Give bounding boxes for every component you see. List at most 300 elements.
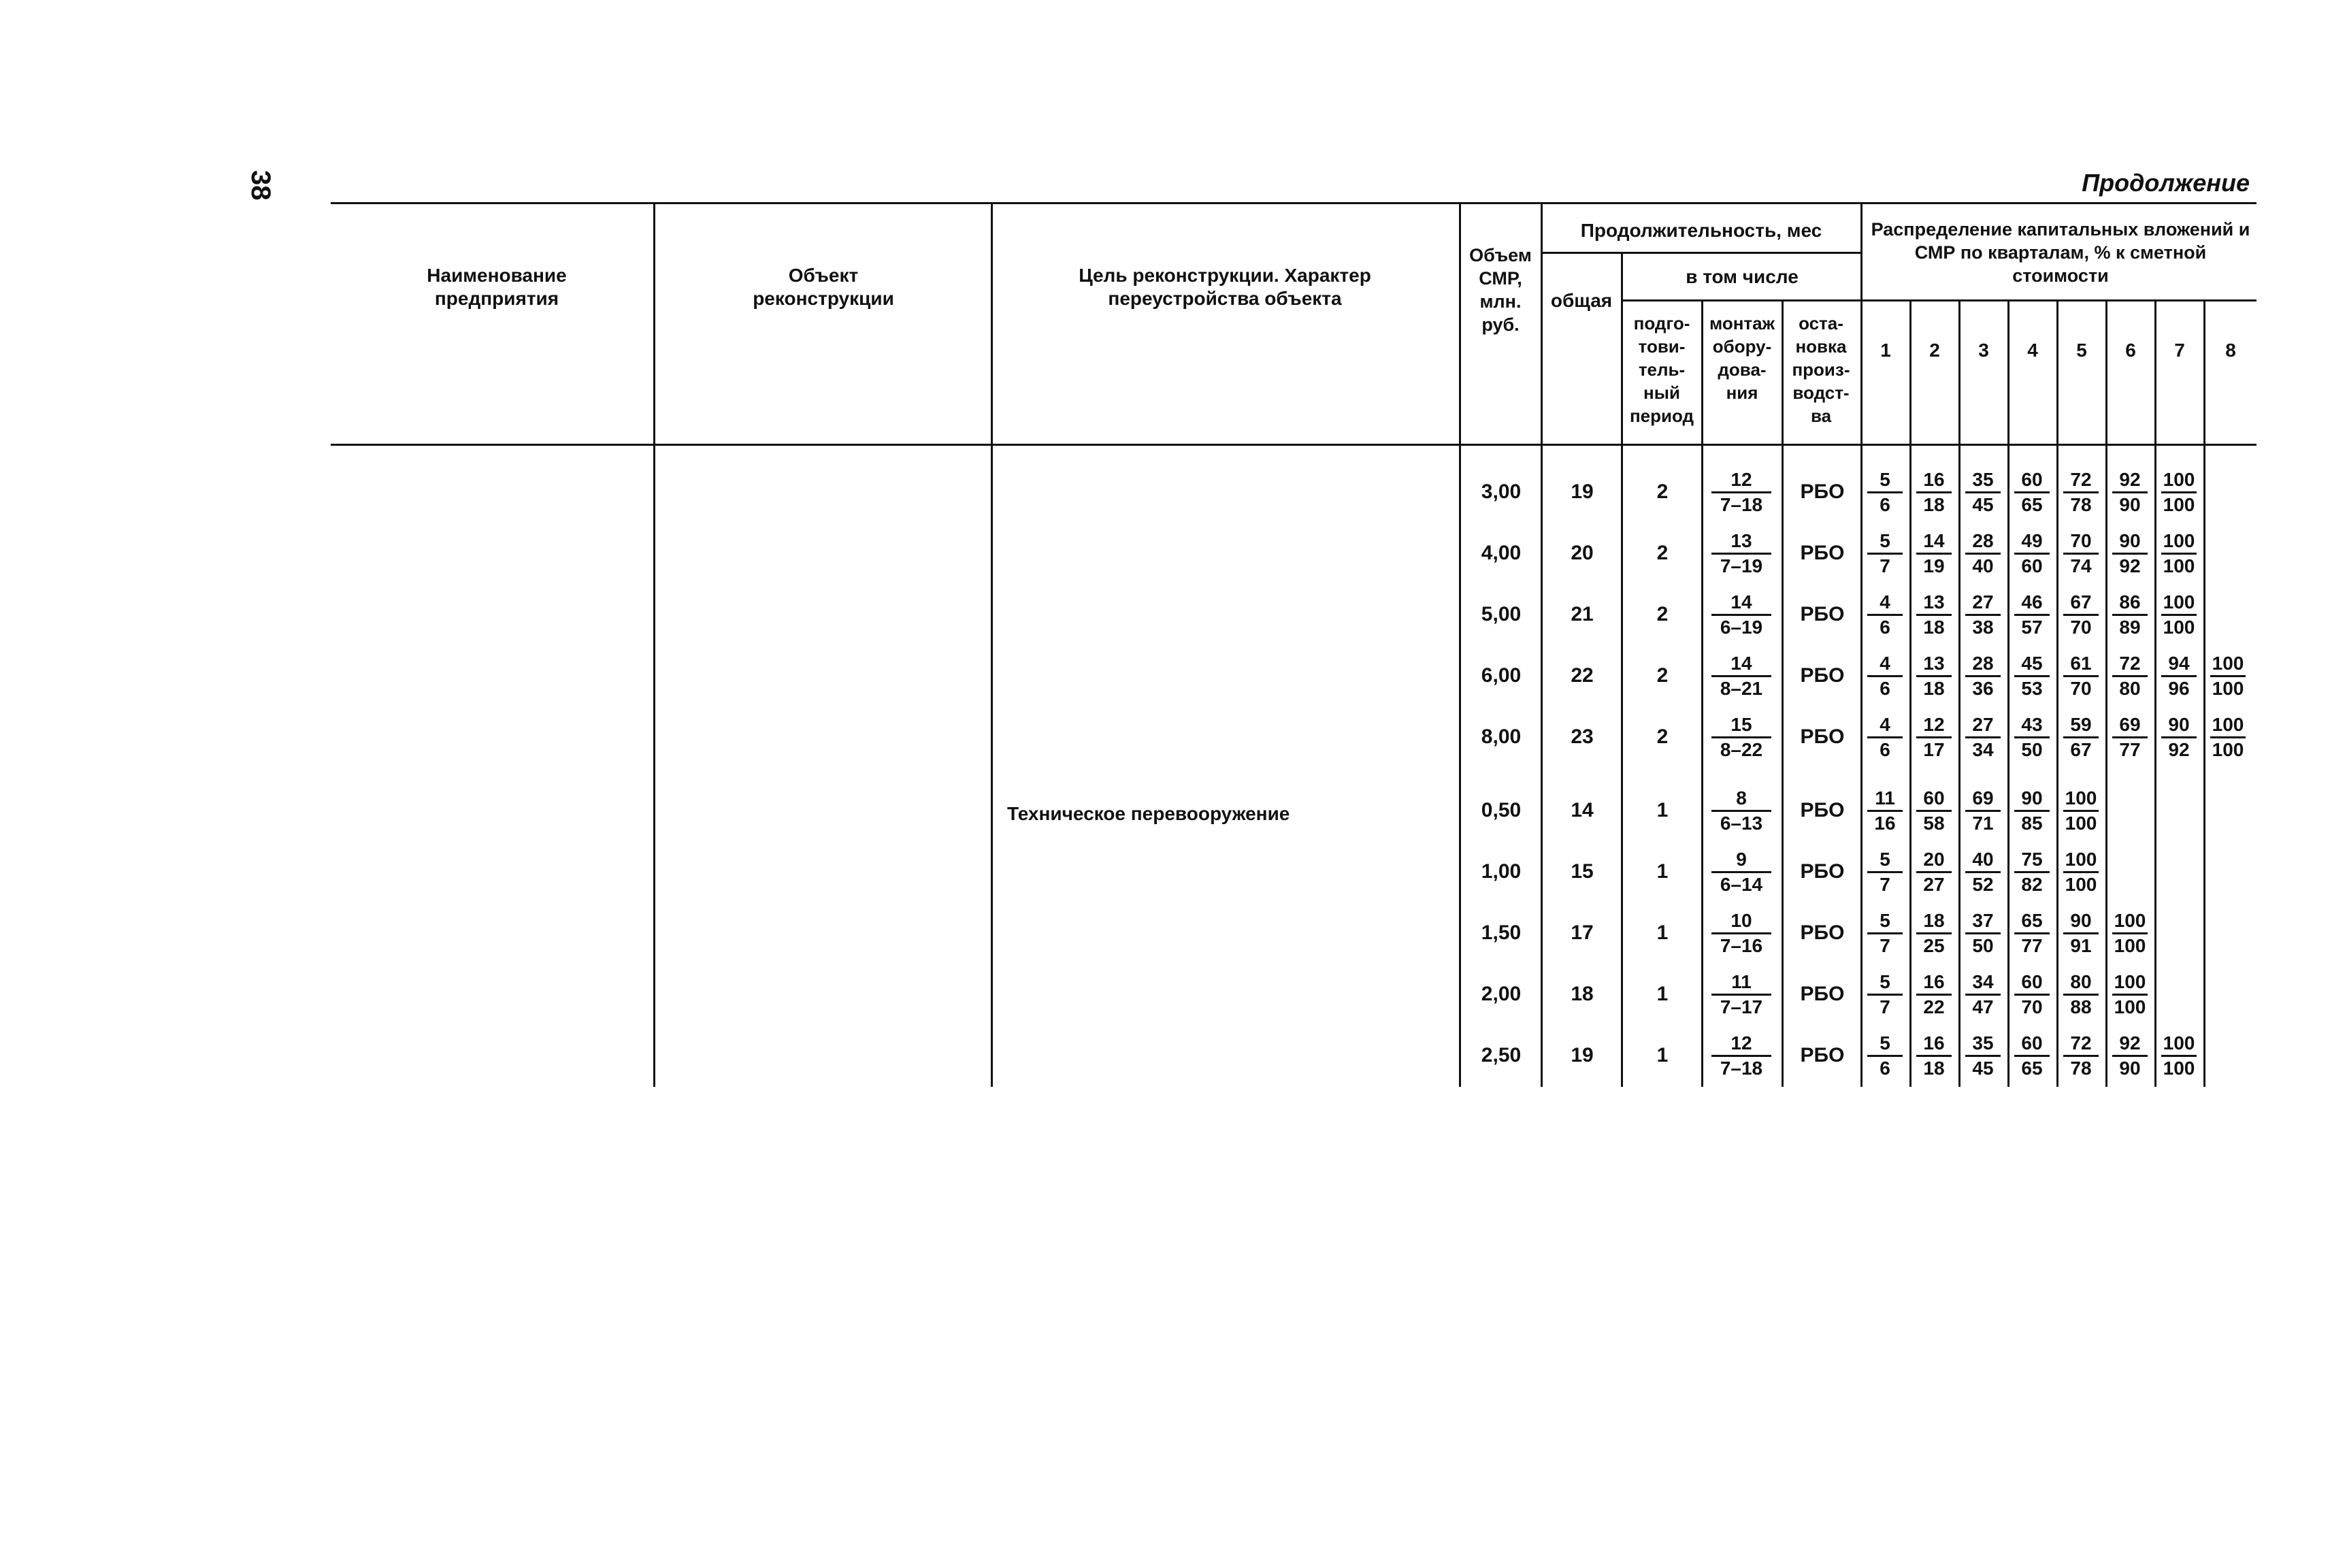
fraction-numerator: 16 <box>1923 971 1945 992</box>
fraction-numerator: 100 <box>2163 1032 2195 1054</box>
quarter-fraction <box>1961 972 2005 1017</box>
fraction-bar <box>1867 675 1903 677</box>
fraction-denominator: 53 <box>2021 678 2043 699</box>
quarter-fraction <box>1863 911 1907 956</box>
mount-fraction <box>1709 470 1774 515</box>
fraction-numerator: 4 <box>1880 591 1890 612</box>
fraction-bar <box>2112 932 2148 934</box>
quarter-fraction <box>1912 715 1956 760</box>
fraction-denominator: 100 <box>2212 739 2244 760</box>
quarter-fraction <box>2010 653 2054 699</box>
fraction-bar <box>1867 994 1903 996</box>
fraction-denominator: 58 <box>1923 813 1945 834</box>
fraction-denominator: 8–22 <box>1720 739 1763 760</box>
production-stop: РБО <box>1800 603 1845 625</box>
fraction-bar <box>2014 614 2050 616</box>
fraction-bar <box>1867 871 1903 873</box>
quarter-fraction <box>2108 470 2152 515</box>
fraction-bar <box>1711 736 1771 738</box>
fraction-numerator: 90 <box>2168 714 2190 735</box>
prep-period: 1 <box>1656 1044 1669 1066</box>
fraction-numerator: 12 <box>1730 469 1752 490</box>
quarter-fraction <box>2010 531 2054 576</box>
quarter-fraction <box>2010 715 2054 760</box>
fraction-denominator: 100 <box>2163 617 2195 638</box>
fraction-bar <box>1965 871 2001 873</box>
fraction-numerator: 92 <box>2119 1032 2141 1054</box>
fraction-denominator: 6 <box>1880 617 1890 638</box>
fraction-numerator: 100 <box>2212 653 2244 674</box>
quarter-fraction <box>2206 715 2250 760</box>
fraction-denominator: 45 <box>1972 494 1994 515</box>
continuation-label: Продолжение <box>2082 169 2250 197</box>
quarter-fraction <box>2108 653 2152 699</box>
fraction-numerator: 37 <box>1972 910 1994 931</box>
quarter-1: 1 <box>1880 340 1891 361</box>
fraction-denominator: 65 <box>2021 1058 2043 1079</box>
header-distribution: Распределение капитальных вложений и СМР по кварталам, % к сметной стоимости <box>1871 219 2250 286</box>
quarter-fraction <box>1912 470 1956 515</box>
fraction-bar <box>1867 736 1903 738</box>
header-object: Объект реконструкции <box>753 265 894 309</box>
fraction-denominator: 7 <box>1880 996 1890 1017</box>
volume-value: 5,00 <box>1481 603 1522 625</box>
fraction-bar <box>1711 1055 1771 1057</box>
quarter-fraction <box>1863 531 1907 576</box>
quarter-fraction <box>2010 470 2054 515</box>
fraction-denominator: 27 <box>1923 874 1945 895</box>
quarter-fraction <box>2010 911 2054 956</box>
fraction-denominator: 80 <box>2119 678 2141 699</box>
fraction-bar <box>1916 1055 1952 1057</box>
quarter-fraction <box>1961 531 2005 576</box>
fraction-bar <box>1867 932 1903 934</box>
fraction-numerator: 65 <box>2021 910 2043 931</box>
col-divider-8 <box>1860 202 1863 1087</box>
quarter-8: 8 <box>2225 340 2236 361</box>
prep-period: 2 <box>1656 603 1669 625</box>
fraction-denominator: 82 <box>2021 874 2043 895</box>
header-duration: Продолжительность, мес <box>1580 220 1822 241</box>
fraction-denominator: 100 <box>2114 996 2146 1017</box>
fraction-numerator: 5 <box>1880 1032 1890 1054</box>
fraction-denominator: 100 <box>2065 813 2097 834</box>
fraction-denominator: 57 <box>2021 617 2043 638</box>
fraction-bar <box>1867 1055 1903 1057</box>
fraction-bar <box>1711 553 1771 555</box>
fraction-numerator: 15 <box>1730 714 1752 735</box>
fraction-denominator: 50 <box>2021 739 2043 760</box>
fraction-numerator: 16 <box>1923 1032 1945 1054</box>
fraction-numerator: 8 <box>1736 787 1747 808</box>
fraction-bar <box>2014 871 2050 873</box>
fraction-bar <box>1916 491 1952 493</box>
production-stop: РБО <box>1800 480 1845 503</box>
fraction-numerator: 59 <box>2070 714 2092 735</box>
fraction-numerator: 100 <box>2163 530 2195 551</box>
fraction-bar <box>2161 1055 2197 1057</box>
fraction-numerator: 18 <box>1923 910 1945 931</box>
quarter-fraction <box>1961 788 2005 834</box>
fraction-bar <box>2014 810 2050 812</box>
header-goal: Цель реконструкции. Характер переустройства объекта <box>1079 265 1371 309</box>
fraction-denominator: 78 <box>2070 494 2092 515</box>
fraction-numerator: 13 <box>1730 530 1752 551</box>
quarter-fraction <box>1961 715 2005 760</box>
fraction-denominator: 92 <box>2168 739 2190 760</box>
fraction-numerator: 61 <box>2070 653 2092 674</box>
prep-period: 1 <box>1656 921 1669 944</box>
fraction-bar <box>1711 994 1771 996</box>
fraction-denominator: 100 <box>2065 874 2097 895</box>
quarter-fraction <box>1863 653 1907 699</box>
fraction-denominator: 7–16 <box>1720 935 1763 956</box>
fraction-numerator: 9 <box>1736 849 1747 870</box>
quarter-fraction <box>2010 1033 2054 1079</box>
fraction-bar <box>1711 932 1771 934</box>
volume-value: 2,00 <box>1481 983 1522 1005</box>
fraction-numerator: 16 <box>1923 469 1945 490</box>
volume-value: 6,00 <box>1481 664 1522 687</box>
section-label: Техническое перевооружение <box>1007 803 1290 824</box>
fraction-numerator: 28 <box>1972 653 1994 674</box>
quarter-fraction <box>2108 531 2152 576</box>
fraction-numerator: 72 <box>2070 1032 2092 1054</box>
fraction-bar <box>1867 810 1903 812</box>
fraction-numerator: 4 <box>1880 714 1890 735</box>
fraction-numerator: 4 <box>1880 653 1890 674</box>
quarter-fraction <box>2059 715 2103 760</box>
fraction-denominator: 92 <box>2119 555 2141 576</box>
fraction-numerator: 92 <box>2119 469 2141 490</box>
fraction-bar <box>1711 810 1771 812</box>
fraction-bar <box>2014 1055 2050 1057</box>
col-divider-4 <box>1541 202 1543 1087</box>
fraction-numerator: 75 <box>2021 849 2043 870</box>
quarter-fraction <box>2059 972 2103 1017</box>
fraction-numerator: 40 <box>1972 849 1994 870</box>
fraction-numerator: 90 <box>2070 910 2092 931</box>
fraction-denominator: 22 <box>1923 996 1945 1017</box>
col-divider-2 <box>991 202 993 1087</box>
quarter-fraction <box>2157 531 2201 576</box>
fraction-bar <box>2063 932 2099 934</box>
mount-fraction <box>1709 972 1774 1017</box>
quarter-4: 4 <box>2027 340 2038 361</box>
quarter-fraction <box>1961 1033 2005 1079</box>
fraction-denominator: 70 <box>2070 678 2092 699</box>
fraction-numerator: 67 <box>2070 591 2092 612</box>
fraction-bar <box>1916 736 1952 738</box>
header-prep: подго-тови-тель-ный период <box>1629 313 1694 426</box>
fraction-denominator: 6 <box>1880 1058 1890 1079</box>
q-divider-3 <box>2007 299 2009 1087</box>
fraction-denominator: 6 <box>1880 739 1890 760</box>
fraction-numerator: 10 <box>1730 910 1752 931</box>
fraction-denominator: 70 <box>2070 617 2092 638</box>
quarter-6: 6 <box>2125 340 2136 361</box>
quarter-fraction <box>1912 531 1956 576</box>
fraction-bar <box>2063 736 2099 738</box>
quarter-fraction <box>2010 972 2054 1017</box>
fraction-bar <box>2063 810 2099 812</box>
fraction-numerator: 72 <box>2070 469 2092 490</box>
fraction-denominator: 47 <box>1972 996 1994 1017</box>
fraction-denominator: 38 <box>1972 617 1994 638</box>
mount-fraction <box>1709 911 1774 956</box>
fraction-bar <box>1711 871 1771 873</box>
fraction-numerator: 35 <box>1972 469 1994 490</box>
fraction-numerator: 43 <box>2021 714 2043 735</box>
fraction-denominator: 17 <box>1923 739 1945 760</box>
fraction-numerator: 100 <box>2163 591 2195 612</box>
production-stop: РБО <box>1800 725 1845 748</box>
quarter-fraction <box>2059 653 2103 699</box>
fraction-denominator: 67 <box>2070 739 2092 760</box>
fraction-bar <box>2112 675 2148 677</box>
fraction-bar <box>1916 871 1952 873</box>
fraction-numerator: 28 <box>1972 530 1994 551</box>
quarter-fraction <box>2108 592 2152 638</box>
fraction-numerator: 100 <box>2065 849 2097 870</box>
mount-fraction <box>1709 788 1774 834</box>
fraction-numerator: 60 <box>2021 1032 2043 1054</box>
col-divider-5 <box>1621 252 1623 1087</box>
fraction-denominator: 7–18 <box>1720 1058 1763 1079</box>
col-divider-1 <box>653 202 655 1087</box>
fraction-bar <box>1916 994 1952 996</box>
mount-fraction <box>1709 531 1774 576</box>
fraction-numerator: 14 <box>1730 591 1752 612</box>
quarter-fraction <box>1912 788 1956 834</box>
fraction-numerator: 100 <box>2163 469 2195 490</box>
header-stop: оста-новка произ-водст-ва <box>1792 313 1850 426</box>
q-divider-4 <box>2056 299 2058 1087</box>
fraction-numerator: 60 <box>2021 469 2043 490</box>
fraction-bar <box>1916 932 1952 934</box>
quarter-fraction <box>2157 470 2201 515</box>
fraction-bar <box>1711 491 1771 493</box>
fraction-denominator: 100 <box>2163 1058 2195 1079</box>
total-duration: 21 <box>1571 603 1594 625</box>
quarter-fraction <box>2059 470 2103 515</box>
fraction-bar <box>2161 491 2197 493</box>
fraction-bar <box>1916 553 1952 555</box>
fraction-bar <box>2210 736 2246 738</box>
fraction-bar <box>2161 614 2197 616</box>
fraction-denominator: 100 <box>2163 494 2195 515</box>
quarter-5: 5 <box>2076 340 2087 361</box>
quarter-fraction <box>1912 911 1956 956</box>
fraction-bar <box>2014 932 2050 934</box>
fraction-denominator: 8–21 <box>1720 678 1763 699</box>
quarter-fraction <box>2010 788 2054 834</box>
fraction-bar <box>1711 675 1771 677</box>
production-stop: РБО <box>1800 799 1845 821</box>
production-stop: РБО <box>1800 542 1845 564</box>
quarter-fraction <box>2108 911 2152 956</box>
fraction-denominator: 6 <box>1880 678 1890 699</box>
fraction-bar <box>2112 1055 2148 1057</box>
q-divider-5 <box>2105 299 2107 1087</box>
production-stop: РБО <box>1800 860 1845 883</box>
table-top-rule <box>331 202 2257 204</box>
quarter-fraction <box>1863 1033 1907 1079</box>
fraction-numerator: 12 <box>1730 1032 1752 1054</box>
fraction-denominator: 6 <box>1880 494 1890 515</box>
fraction-bar <box>1965 1055 2001 1057</box>
fraction-numerator: 46 <box>2021 591 2043 612</box>
fraction-denominator: 7 <box>1880 555 1890 576</box>
fraction-denominator: 18 <box>1923 678 1945 699</box>
fraction-denominator: 88 <box>2070 996 2092 1017</box>
quarter-fraction <box>1863 849 1907 895</box>
fraction-numerator: 14 <box>1923 530 1945 551</box>
fraction-denominator: 100 <box>2212 678 2244 699</box>
q-divider-6 <box>2154 299 2156 1087</box>
fraction-numerator: 69 <box>2119 714 2141 735</box>
fraction-numerator: 100 <box>2065 787 2097 808</box>
quarter-fraction <box>2059 849 2103 895</box>
mount-fraction <box>1709 653 1774 699</box>
volume-value: 1,50 <box>1481 921 1522 944</box>
fraction-numerator: 20 <box>1923 849 1945 870</box>
total-duration: 19 <box>1571 1044 1594 1066</box>
quarter-fraction <box>1912 653 1956 699</box>
quarter-fraction <box>2157 715 2201 760</box>
fraction-denominator: 18 <box>1923 494 1945 515</box>
fraction-bar <box>2112 491 2148 493</box>
fraction-bar <box>1867 614 1903 616</box>
fraction-numerator: 100 <box>2212 714 2244 735</box>
quarter-fraction <box>1961 849 2005 895</box>
quarter-fraction <box>2059 788 2103 834</box>
total-duration: 17 <box>1571 921 1594 944</box>
volume-value: 1,00 <box>1481 860 1522 883</box>
quarter-fraction <box>2059 911 2103 956</box>
fraction-denominator: 77 <box>2021 935 2043 956</box>
fraction-numerator: 100 <box>2114 910 2146 931</box>
quarter-fraction <box>2059 1033 2103 1079</box>
fraction-denominator: 25 <box>1923 935 1945 956</box>
quarter-fraction <box>1863 972 1907 1017</box>
fraction-denominator: 78 <box>2070 1058 2092 1079</box>
fraction-numerator: 11 <box>1731 971 1752 992</box>
quarter-fraction <box>2157 653 2201 699</box>
fraction-denominator: 16 <box>1874 813 1896 834</box>
fraction-bar <box>1965 810 2001 812</box>
prep-period: 2 <box>1656 664 1669 687</box>
fraction-numerator: 60 <box>1923 787 1945 808</box>
quarter-7: 7 <box>2174 340 2185 361</box>
quarter-fraction <box>2108 1033 2152 1079</box>
fraction-denominator: 100 <box>2114 935 2146 956</box>
fraction-numerator: 69 <box>1972 787 1994 808</box>
quarter-fraction <box>1863 470 1907 515</box>
quarter-fraction <box>1961 911 2005 956</box>
total-duration: 20 <box>1571 542 1594 564</box>
fraction-bar <box>1965 675 2001 677</box>
fraction-bar <box>2014 491 2050 493</box>
mount-fraction <box>1709 715 1774 760</box>
fraction-numerator: 5 <box>1880 469 1890 490</box>
fraction-bar <box>2161 675 2197 677</box>
col-divider-3 <box>1459 202 1461 1087</box>
quarter-2: 2 <box>1929 340 1940 361</box>
fraction-denominator: 77 <box>2119 739 2141 760</box>
fraction-denominator: 50 <box>1972 935 1994 956</box>
fraction-denominator: 45 <box>1972 1058 1994 1079</box>
fraction-numerator: 90 <box>2021 787 2043 808</box>
fraction-denominator: 7 <box>1880 935 1890 956</box>
quarter-fraction <box>1961 470 2005 515</box>
fraction-denominator: 7–17 <box>1720 996 1763 1017</box>
volume-value: 2,50 <box>1481 1044 1522 1066</box>
header-volume: Объем СМР, млн. руб. <box>1469 245 1532 335</box>
prep-period: 1 <box>1656 860 1669 883</box>
quarter-fraction <box>1912 972 1956 1017</box>
production-stop: РБО <box>1800 921 1845 944</box>
production-stop: РБО <box>1800 983 1845 1005</box>
fraction-numerator: 5 <box>1880 910 1890 931</box>
quarter-fraction <box>1863 592 1907 638</box>
fraction-denominator: 70 <box>2021 996 2043 1017</box>
fraction-bar <box>1916 675 1952 677</box>
fraction-numerator: 70 <box>2070 530 2092 551</box>
fraction-bar <box>1916 614 1952 616</box>
fraction-bar <box>2063 994 2099 996</box>
fraction-bar <box>1965 553 2001 555</box>
header-bottom-rule <box>331 444 2257 446</box>
prep-period: 2 <box>1656 480 1669 503</box>
quarter-fraction <box>1863 788 1907 834</box>
production-stop: РБО <box>1800 664 1845 687</box>
fraction-bar <box>2112 614 2148 616</box>
quarter-fraction <box>2059 531 2103 576</box>
fraction-denominator: 89 <box>2119 617 2141 638</box>
quarter-fraction <box>1961 653 2005 699</box>
fraction-denominator: 100 <box>2163 555 2195 576</box>
q-divider-7 <box>2203 299 2205 1087</box>
fraction-bar <box>2210 675 2246 677</box>
total-duration: 15 <box>1571 860 1594 883</box>
fraction-numerator: 86 <box>2119 591 2141 612</box>
fraction-bar <box>1965 614 2001 616</box>
fraction-numerator: 5 <box>1880 849 1890 870</box>
quarter-3: 3 <box>1978 340 1989 361</box>
prep-period: 2 <box>1656 542 1669 564</box>
production-stop: РБО <box>1800 1044 1845 1066</box>
fraction-denominator: 60 <box>2021 555 2043 576</box>
fraction-bar <box>2161 736 2197 738</box>
fraction-numerator: 80 <box>2070 971 2092 992</box>
quarter-fraction <box>1912 592 1956 638</box>
fraction-bar <box>2063 871 2099 873</box>
fraction-denominator: 6–13 <box>1720 813 1763 834</box>
fraction-numerator: 94 <box>2168 653 2190 674</box>
quarters-subrule <box>1860 299 2257 301</box>
header-total: общая <box>1550 290 1613 311</box>
quarter-fraction <box>2157 1033 2201 1079</box>
fraction-bar <box>2014 736 2050 738</box>
mount-fraction <box>1709 592 1774 638</box>
fraction-numerator: 49 <box>2021 530 2043 551</box>
volume-value: 3,00 <box>1481 480 1522 503</box>
fraction-numerator: 72 <box>2119 653 2141 674</box>
fraction-numerator: 60 <box>2021 971 2043 992</box>
fraction-denominator: 74 <box>2070 555 2092 576</box>
fraction-bar <box>1711 614 1771 616</box>
